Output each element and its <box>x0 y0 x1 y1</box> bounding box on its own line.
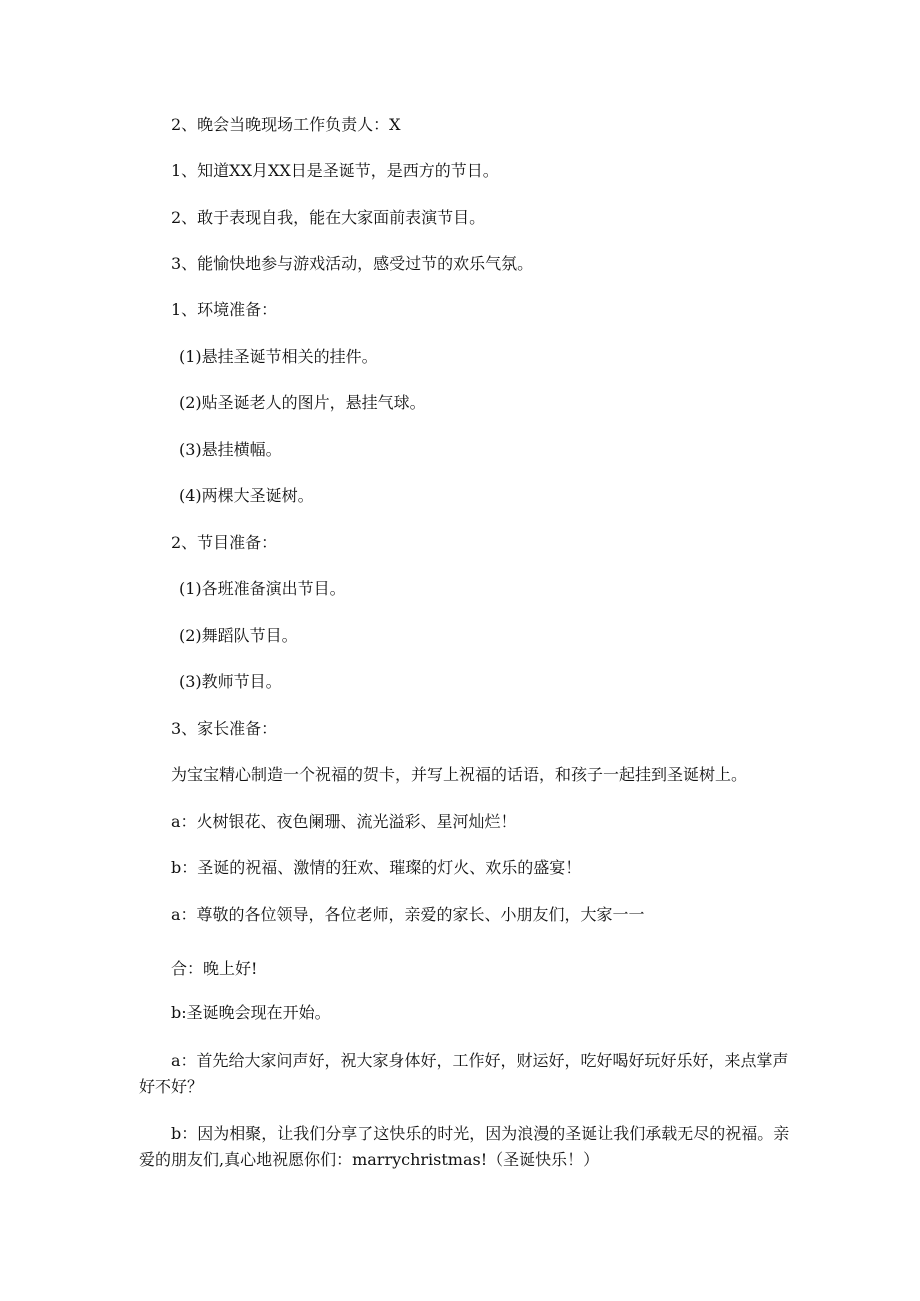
text-line: 2、节目准备： <box>171 533 278 552</box>
text-line: 3、能愉快地参与游戏活动，感受过节的欢乐气氛。 <box>171 254 534 273</box>
text-line: (2)舞蹈队节目。 <box>179 626 298 645</box>
text-line: 3、家长准备： <box>171 719 278 738</box>
text-line: 1、环境准备： <box>171 300 278 319</box>
text-line: (1)各班准备演出节目。 <box>179 579 346 598</box>
text-line: 2、敢于表现自我，能在大家面前表演节目。 <box>171 208 486 227</box>
text-line: (3)教师节目。 <box>179 672 282 691</box>
text-line: a：火树银花、夜色阑珊、流光溢彩、星河灿烂！ <box>171 812 517 831</box>
text-line: 合：晚上好! <box>171 959 258 978</box>
text-line: b：圣诞的祝福、激情的狂欢、璀璨的灯火、欢乐的盛宴！ <box>171 858 582 877</box>
text-line: b:圣诞晚会现在开始。 <box>171 1003 331 1022</box>
text-line: 2、晚会当晚现场工作负责人：X <box>171 115 401 134</box>
text-line: 1、知道XX月XX日是圣诞节，是西方的节日。 <box>171 161 499 180</box>
text-line: (4)两棵大圣诞树。 <box>179 486 314 505</box>
text-line: (2)贴圣诞老人的图片，悬挂气球。 <box>179 393 426 412</box>
text-line: a：尊敬的各位领导，各位老师，亲爱的家长、小朋友们，大家一一 <box>171 905 645 924</box>
text-line: 为宝宝精心制造一个祝福的贺卡，并写上祝福的话语，和孩子一起挂到圣诞树上。 <box>171 765 748 784</box>
text-line: (1)悬挂圣诞节相关的挂件。 <box>179 347 378 366</box>
text-paragraph: a：首先给大家问声好，祝大家身体好，工作好，财运好，吃好喝好玩好乐好，来点掌声好不好？ <box>139 1051 789 1096</box>
text-line: (3)悬挂横幅。 <box>179 440 282 459</box>
text-paragraph: b：因为相聚，让我们分享了这快乐的时光，因为浪漫的圣诞让我们承载无尽的祝福。亲爱的朋友们,真心地祝愿你们：marrychristmas!（圣诞快乐！） <box>139 1124 790 1169</box>
